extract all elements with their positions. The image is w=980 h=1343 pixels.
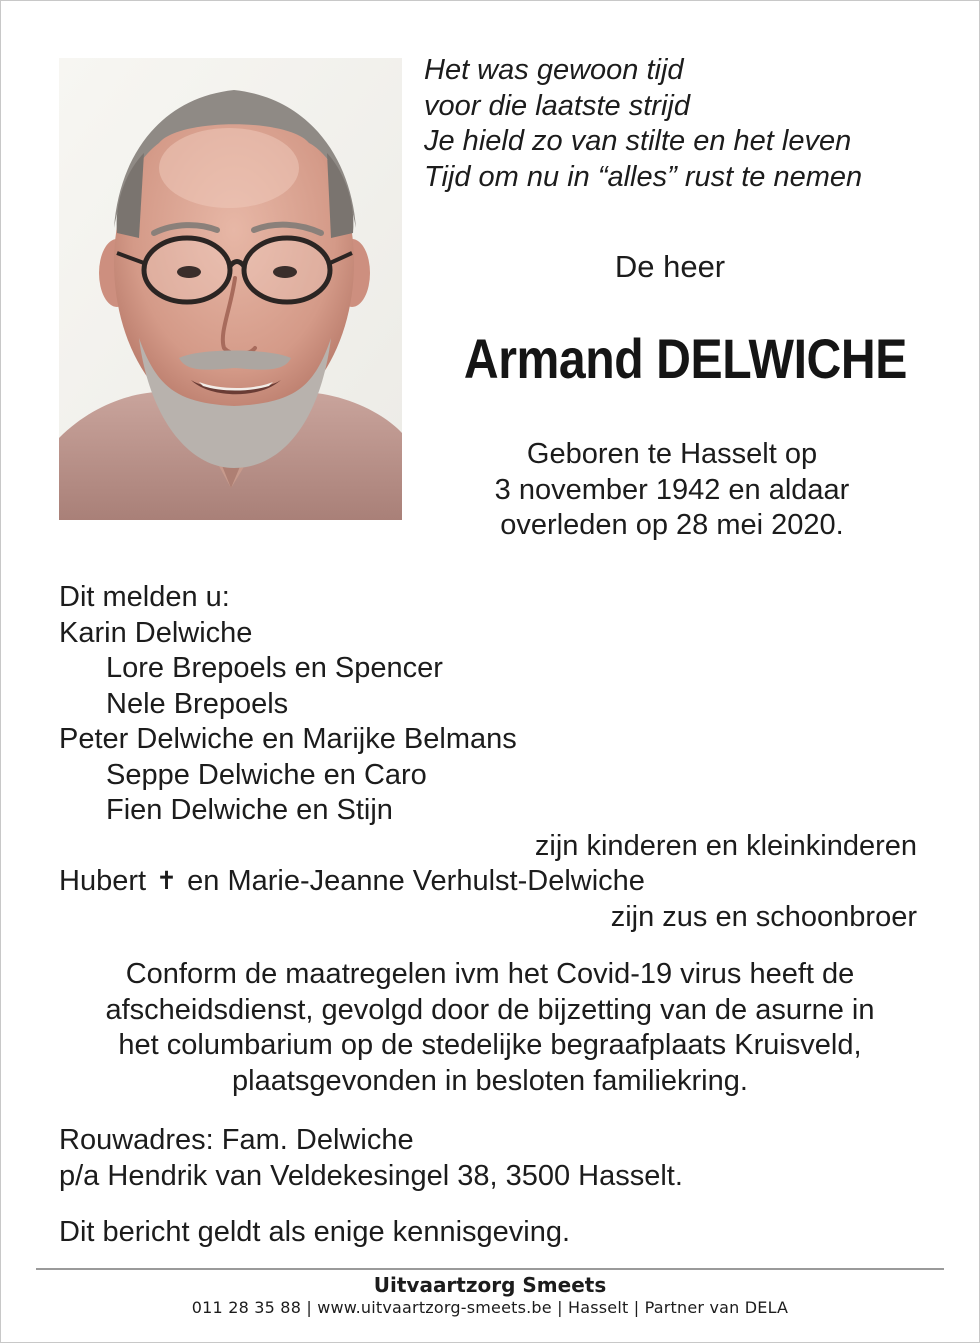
family-sibling <box>59 864 919 900</box>
notice-line: plaatsgevonden in besloten familiekring. <box>232 1064 748 1097</box>
salutation: De heer <box>614 249 726 284</box>
deceased-name: Armand DELWICHE <box>463 327 907 390</box>
condolence-address <box>59 1123 683 1194</box>
poem-line: Je hield zo van stilte en het leven <box>424 125 852 157</box>
birth-line: Geboren te Hasselt op <box>526 438 818 470</box>
sibling-name: Hubert <box>59 865 147 897</box>
address-line: p/a Hendrik van Veldekesingel 38, 3500 Hasselt. <box>59 1159 683 1192</box>
footer-divider <box>36 1268 944 1270</box>
family-list <box>59 580 919 935</box>
address-line: Rouwadres: Fam. Delwiche <box>59 1124 414 1156</box>
family-grandchild: Lore Brepoels en Spencer <box>106 652 443 684</box>
memorial-poem <box>424 53 862 195</box>
family-grandchild: Seppe Delwiche en Caro <box>106 758 427 791</box>
family-relation: zijn zus en schoonbroer <box>610 900 917 933</box>
family-relation: zijn kinderen en kleinkinderen <box>534 829 917 862</box>
poem-line: voor die laatste strijd <box>424 89 690 122</box>
closing-statement: Dit bericht geldt als enige kennisgeving. <box>59 1216 571 1248</box>
ceremony-notice <box>40 957 940 1099</box>
sibling-rest: en Marie-Jeanne Verhulst-Delwiche <box>187 865 645 897</box>
birth-line: overleden op 28 mei 2020. <box>500 509 844 541</box>
family-grandchild: Fien Delwiche en Stijn <box>106 794 393 826</box>
family-grandchild: Nele Brepoels <box>106 687 289 720</box>
notice-line: afscheidsdienst, gevolgd door de bijzetting van de asurne in <box>105 993 875 1026</box>
portrait-illustration <box>59 58 402 520</box>
cross-icon: ✝ <box>156 867 178 895</box>
notice-line: het columbarium op de stedelijke begraafplaats Kruisveld, <box>118 1029 862 1061</box>
birth-line: 3 november 1942 en aldaar <box>494 473 850 506</box>
family-child: Karin Delwiche <box>59 616 253 649</box>
family-child: Peter Delwiche en Marijke Belmans <box>59 723 517 755</box>
poem-line: Tijd om nu in “alles” rust te nemen <box>424 160 863 193</box>
portrait-photo <box>59 58 402 520</box>
funeral-company-contact: 011 28 35 88 | www.uitvaartzorg-smeets.be | Hasselt | Partner van DELA <box>191 1298 789 1317</box>
poem-line: Het was gewoon tijd <box>424 54 684 86</box>
birth-death-info <box>430 437 914 544</box>
funeral-company-name: Uitvaartzorg Smeets <box>373 1273 607 1297</box>
family-intro: Dit melden u: <box>59 581 230 613</box>
notice-line: Conform de maatregelen ivm het Covid-19 virus heeft de <box>125 958 855 990</box>
